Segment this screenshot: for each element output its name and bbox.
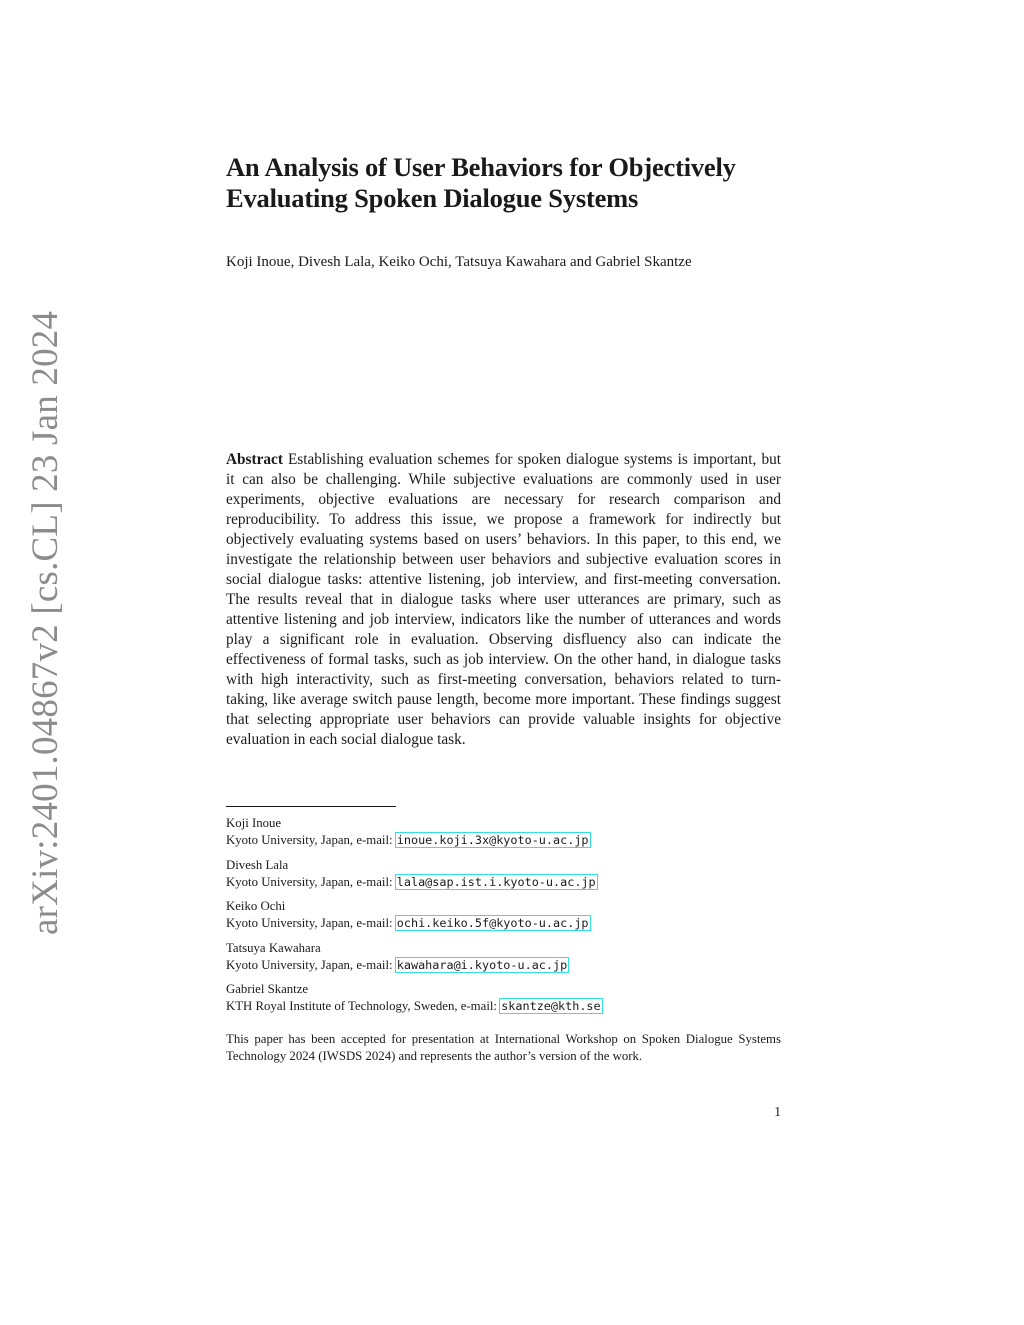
affiliation-list bbox=[226, 815, 786, 1023]
affiliation-details bbox=[226, 874, 786, 891]
affiliation-item bbox=[226, 981, 786, 1015]
affiliation-author-name: Tatsuya Kawahara bbox=[226, 940, 321, 955]
affiliation-item bbox=[226, 857, 786, 891]
affiliation-institution: Kyoto University, Japan, e-mail: bbox=[226, 874, 396, 889]
email-link[interactable]: inoue.koji.3x@kyoto-u.ac.jp bbox=[396, 833, 589, 847]
affiliation-institution: Kyoto University, Japan, e-mail: bbox=[226, 916, 396, 930]
title-line-1: An Analysis of User Behaviors for Objectively bbox=[226, 152, 736, 182]
title-line-2: Evaluating Spoken Dialogue Systems bbox=[226, 183, 639, 213]
affiliation-item bbox=[226, 940, 786, 974]
email-link[interactable]: kawahara@i.kyoto-u.ac.jp bbox=[396, 957, 568, 972]
affiliation-details bbox=[226, 957, 786, 974]
affiliation-institution: Kyoto University, Japan, e-mail: bbox=[226, 833, 396, 847]
affiliation-institution: Kyoto University, Japan, e-mail: bbox=[226, 957, 396, 972]
affiliation-details bbox=[226, 832, 786, 849]
affiliation-author-name: Koji Inoue bbox=[226, 816, 282, 830]
affiliation-item bbox=[226, 815, 786, 849]
acceptance-note: This paper has been accepted for presentation at International Workshop on Spoken Dialogue Systems Technology 2024 (IWSDS 2024) and represents the author’s version of the work. bbox=[226, 1032, 781, 1063]
page-number: 1 bbox=[774, 1104, 781, 1119]
abstract-text: Establishing evaluation schemes for spoken dialogue systems is important, but it can also be challenging. While subjective evaluations are commonly used in user experiments, objective evaluations are necessary for research comparison and reproducibility. To address this issue, we propose a framework for indirectly but objectively evaluating systems based on users’ behaviors. In this paper, to this end, we investigate the relationship between user behaviors and subjective evaluation scores in social dialogue tasks: attentive listening, job interview, and first-meeting conversation. The results reveal that in dialogue tasks where user utterances are primary, such as attentive listening and job interview, indicators like the number of utterances and words play a significant role in evaluation. Observing disfluency also can indicate the effectiveness of formal tasks, such as job interview. On the other hand, in dialogue tasks with high interactivity, such as first-meeting conversation, behaviors related to turn-taking, like average switch pause length, become more important. These findings suggest that selecting appropriate user behaviors can provide valuable insights for objective evaluation in each social dialogue task. bbox=[226, 451, 781, 748]
affiliation-author-name: Keiko Ochi bbox=[226, 899, 286, 913]
footnote-divider bbox=[226, 806, 396, 807]
affiliation-author-name: Gabriel Skantze bbox=[226, 982, 309, 996]
abstract-label: Abstract bbox=[226, 451, 283, 468]
affiliation-details bbox=[226, 998, 786, 1015]
paper-title bbox=[226, 152, 786, 214]
arxiv-identifier-stamp: arXiv:2401.04867v2 [cs.CL] 23 Jan 2024 bbox=[25, 310, 66, 935]
affiliation-author-name: Divesh Lala bbox=[226, 857, 289, 872]
affiliation-item bbox=[226, 898, 786, 932]
email-link[interactable]: skantze@kth.se bbox=[501, 999, 601, 1013]
affiliation-institution: KTH Royal Institute of Technology, Sweden, e-mail: bbox=[226, 999, 501, 1013]
author-list: Koji Inoue, Divesh Lala, Keiko Ochi, Tatsuya Kawahara and Gabriel Skantze bbox=[226, 254, 692, 270]
email-link[interactable]: ochi.keiko.5f@kyoto-u.ac.jp bbox=[396, 916, 589, 930]
affiliation-details bbox=[226, 915, 786, 932]
abstract bbox=[226, 450, 781, 750]
email-link[interactable]: lala@sap.ist.i.kyoto-u.ac.jp bbox=[396, 874, 596, 889]
